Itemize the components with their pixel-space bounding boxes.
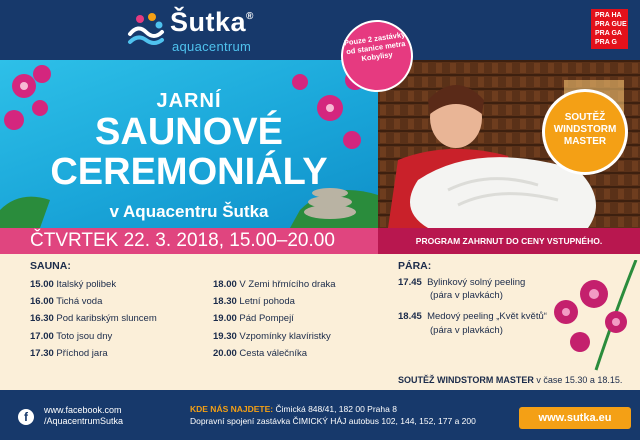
list-item: 15.00 Italský polibek <box>30 279 117 290</box>
event-date-bar: ČTVRTEK 22. 3. 2018, 15.00–20.00 <box>0 228 378 254</box>
steam-heading: PÁRA: <box>398 260 432 272</box>
brand-name: Šutka® <box>170 7 254 37</box>
list-item: 19.30 Vzpomínky klavíristky <box>213 330 331 342</box>
contest-schedule: SOUTĚŽ WINDSTORM MASTER v čase 15.30 a 18.15. <box>398 375 623 385</box>
list-item: 18.30 Letní pohoda <box>213 296 295 308</box>
included-note-bar: PROGRAM ZAHRNUT DO CENY VSTUPNÉHO. <box>378 228 640 254</box>
list-item: 19.00 Pád Pompejí <box>213 313 294 325</box>
list-item: 17.45 Bylinkový solný peeling <box>398 277 526 288</box>
sauna-list-col1 <box>30 278 157 360</box>
list-item: 18.45 Medový peeling „Květ květů“ <box>398 311 547 323</box>
headline-title: SAUNOVÉ CEREMONIÁLY <box>50 111 328 193</box>
sauna-list-col2 <box>213 278 336 360</box>
list-item: 16.30 Pod karibským sluncem <box>30 313 157 325</box>
headline-venue: v Aquacentru Šutka <box>109 202 269 221</box>
list-item: 17.00 Toto jsou dny <box>30 330 113 342</box>
headline-block <box>0 60 378 228</box>
facebook-link[interactable]: www.facebook.com <box>44 405 122 415</box>
website-button[interactable]: www.sutka.eu <box>519 407 631 429</box>
orchid-flower-illustration <box>536 260 640 372</box>
swimmers-logo-icon <box>126 10 166 50</box>
address-line: KDE NÁS NAJDETE: Čimická 848/41, 182 00 Praha 8 <box>190 404 397 414</box>
contest-badge: SOUTĚŽ WINDSTORM MASTER <box>545 92 625 172</box>
list-item-note: (pára v plavkách) <box>430 324 503 336</box>
list-item: 17.30 Příchod jara <box>30 347 108 359</box>
steam-list <box>398 276 547 337</box>
brand-subtitle: aquacentrum <box>172 39 252 54</box>
metro-badge: Pouze 2 zastávky od stanice metra Kobylisy <box>339 18 416 95</box>
list-item: 20.00 Cesta válečníka <box>213 347 308 359</box>
headline-season: JARNÍ <box>156 90 222 112</box>
transport-info: Dopravní spojení zastávka ČIMICKÝ HÁJ autobus 102, 144, 152, 177 a 200 <box>190 416 476 426</box>
sutka-logo[interactable] <box>126 7 356 54</box>
sauna-heading: SAUNA: <box>30 260 71 272</box>
list-item-note: (pára v plavkách) <box>430 290 503 302</box>
list-item: 16.00 Tichá voda <box>30 296 103 308</box>
facebook-icon[interactable]: f <box>18 409 34 425</box>
list-item: 18.00 V Zemi hřmícího draka <box>213 279 336 290</box>
prague-logo: PRA HA PRA GUE PRA GA PRA G <box>591 9 628 49</box>
facebook-page-link[interactable]: /AquacentrumSutka <box>44 416 124 426</box>
